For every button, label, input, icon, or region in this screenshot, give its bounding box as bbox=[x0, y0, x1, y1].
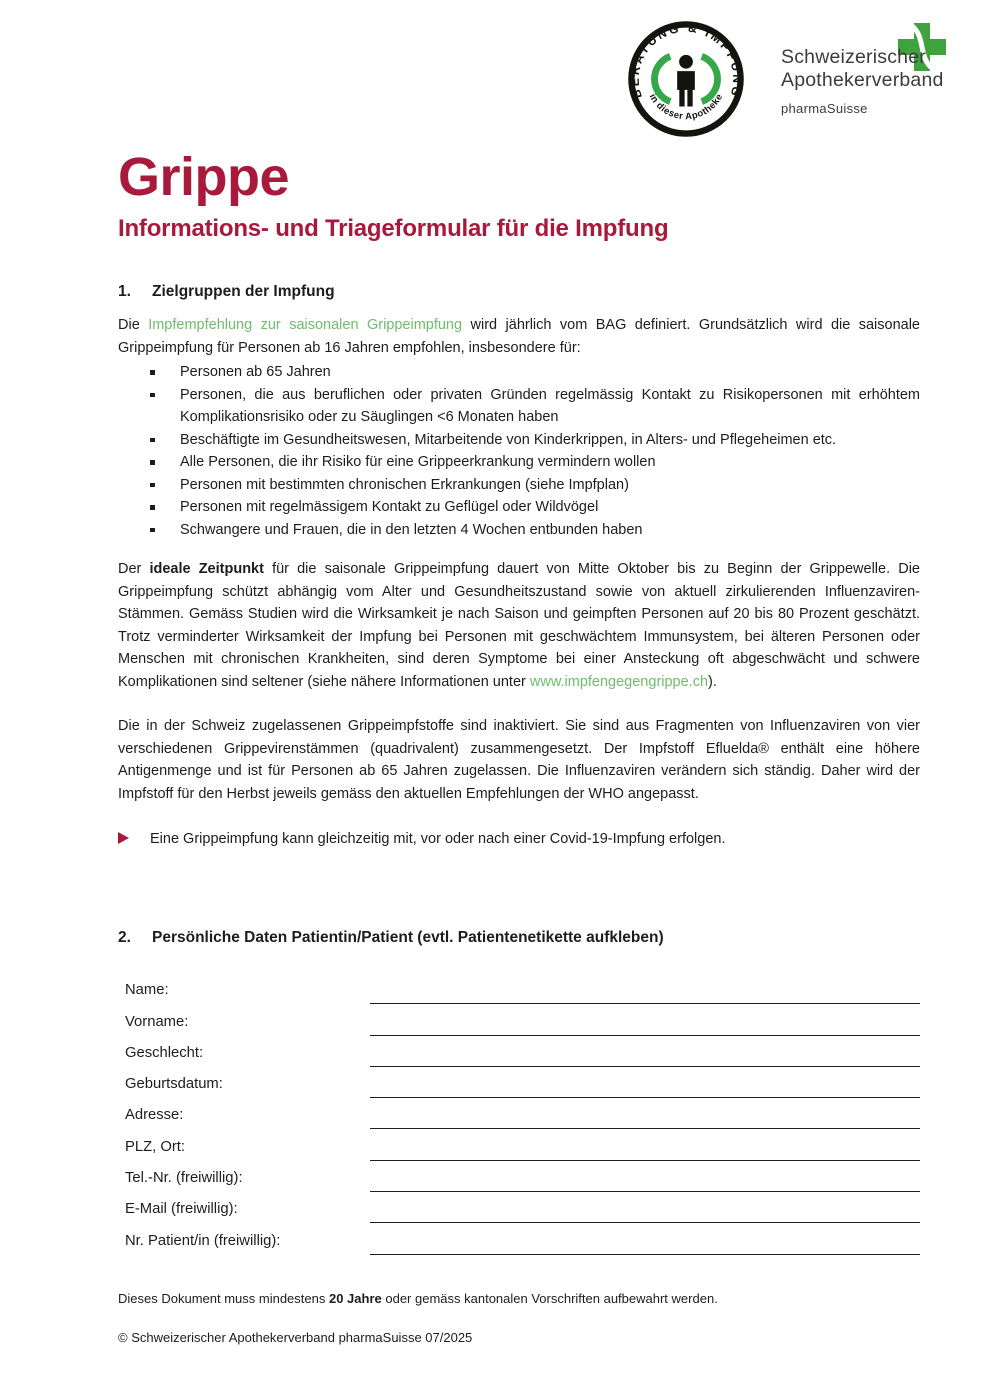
list-item bbox=[118, 361, 920, 384]
list-item-text: Personen mit regelmässigem Kontakt zu Geflügel oder Wildvögel bbox=[180, 499, 599, 515]
patienten-nr-field[interactable] bbox=[370, 1231, 920, 1255]
list-item bbox=[118, 496, 920, 519]
square-bullet-icon bbox=[150, 361, 180, 384]
square-bullet-icon bbox=[150, 429, 180, 452]
retention-note bbox=[118, 1291, 920, 1307]
patienten-nr-label: Nr. Patient/in (freiwillig): bbox=[125, 1232, 281, 1249]
org-logo-text bbox=[781, 46, 944, 116]
square-bullet-icon bbox=[150, 451, 180, 474]
square-bullet-icon bbox=[150, 519, 180, 542]
geburtsdatum-label: Geburtsdatum: bbox=[125, 1076, 223, 1093]
list-item-text: Personen mit bestimmten chronischen Erkrankungen (siehe Impfplan) bbox=[180, 476, 629, 493]
form-row bbox=[118, 1193, 920, 1224]
badge-top-text: BERATUNG & IMPFUNG bbox=[627, 20, 745, 101]
p2-post: ). bbox=[708, 673, 717, 690]
section-patient-data bbox=[118, 928, 920, 1256]
badge-bottom-text: in dieser Apotheke bbox=[646, 91, 726, 123]
covid-note-text: Eine Grippeimpfung kann gleichzeitig mit, vor oder nach einer Covid-19-Impfung erfolgen. bbox=[150, 831, 726, 847]
square-bullet-icon bbox=[150, 384, 180, 429]
org-subname: pharmaSuisse bbox=[781, 101, 868, 116]
list-item bbox=[118, 384, 920, 429]
adresse-field[interactable] bbox=[370, 1105, 920, 1129]
section2-heading bbox=[118, 928, 920, 948]
copyright-line: © Schweizerischer Apothekerverband pharmaSuisse 07/2025 bbox=[118, 1330, 473, 1345]
retention-pre: Dieses Dokument muss mindestens bbox=[118, 1291, 329, 1306]
paragraph-timing bbox=[118, 558, 920, 693]
page-subtitle: Informations- und Triageformular für die Impfung bbox=[118, 215, 669, 243]
section1-heading-text: Zielgruppen der Impfung bbox=[152, 283, 335, 300]
email-label: E-Mail (freiwillig): bbox=[125, 1201, 238, 1218]
p2-bold: ideale Zeitpunkt bbox=[149, 561, 264, 577]
section2-heading-text: Persönliche Daten Patientin/Patient (evtl. Patientenetikette aufkleben) bbox=[152, 929, 664, 946]
vorname-label: Vorname: bbox=[125, 1013, 189, 1030]
geburtsdatum-field[interactable] bbox=[370, 1074, 920, 1098]
form-row bbox=[118, 1130, 920, 1161]
list-item bbox=[118, 474, 920, 497]
retention-post: oder gemäss kantonalen Vorschriften aufbewahrt werden. bbox=[381, 1291, 718, 1306]
name-label: Name: bbox=[125, 982, 169, 999]
plz-ort-field[interactable] bbox=[370, 1137, 920, 1161]
page-footer bbox=[118, 1291, 920, 1346]
form-row bbox=[118, 974, 920, 1005]
paragraph-vaccines: Die in der Schweiz zugelassenen Grippeimpfstoffe sind inaktiviert. Sie sind aus Fragmenten von Influenzaviren von vier verschiedenen Grippevirenstämmen (quadrivalent) zusammengesetzt. Der Impfstoff Efluelda® enthält eine höhere Antigenmenge und ist für Personen ab 65 Jahren zugelassen. Die Influenzaviren verändern sich ständig. Daher wird der Impfstoff für den Herbst jeweils gemäss den aktuellen Empfehlungen der WHO angepasst. bbox=[118, 718, 920, 802]
org-name-line2: Apothekerverband bbox=[781, 69, 944, 91]
p1-pre: Die bbox=[118, 317, 149, 333]
form-row bbox=[118, 1037, 920, 1068]
list-item bbox=[118, 519, 920, 542]
section1-number: 1. bbox=[118, 283, 131, 300]
retention-bold: 20 Jahre bbox=[328, 1291, 382, 1306]
impfempfehlung-link[interactable]: Impfempfehlung zur saisonalen Grippeimpfung bbox=[148, 317, 463, 333]
list-item bbox=[118, 429, 920, 452]
telefon-field[interactable] bbox=[370, 1168, 920, 1192]
section1-heading bbox=[118, 282, 920, 302]
square-bullet-icon bbox=[150, 474, 180, 497]
section2-number: 2. bbox=[118, 929, 131, 946]
adresse-label: Adresse: bbox=[125, 1107, 184, 1124]
list-item-text: Beschäftigte im Gesundheitswesen, Mitarbeitende von Kinderkrippen, in Alters- und Pflegeheimen etc. bbox=[180, 431, 837, 448]
name-field[interactable] bbox=[370, 980, 920, 1004]
target-group-list bbox=[118, 361, 920, 541]
arrow-right-icon bbox=[118, 832, 129, 844]
beratung-impfung-badge-icon bbox=[627, 20, 745, 138]
form-row bbox=[118, 1068, 920, 1099]
covid-note bbox=[118, 828, 920, 851]
p2-mid: für die saisonale Grippeimpfung dauert von Mitte Oktober bis zu Beginn der Grippewelle. Die Grippeimpfung schützt abhängig vom Alter und Gesundheitszustand sowie von aktuell zirkulierenden Influenzaviren-Stämmen. Gemäss Studien wird die Wirksamkeit je nach Saison und geimpften Personen auf 20 bis 80 Prozent geschätzt. Trotz verminderter Wirksamkeit der Impfung bei Personen mit geschwächtem Immunsystem, bei älteren Personen oder Menschen mit chronischen Krankheiten, sind deren Symptome bei einer Ansteckung oft abgeschwächt und schwere Komplikationen sind seltener (siehe nähere Informationen unter bbox=[118, 561, 920, 690]
p2-pre: Der bbox=[118, 561, 150, 577]
patient-form bbox=[118, 974, 920, 1256]
list-item-text: Alle Personen, die ihr Risiko für eine Grippeerkrankung vermindern wollen bbox=[180, 454, 656, 470]
list-item-text: Personen, die aus beruflichen oder privaten Gründen regelmässig Kontakt zu Risikopersonen mit erhöhtem Komplikationsrisiko oder zu Säuglingen <6 Monaten haben bbox=[180, 386, 920, 425]
plz-ort-label: PLZ, Ort: bbox=[125, 1138, 186, 1155]
form-row bbox=[118, 1224, 920, 1255]
geschlecht-field[interactable] bbox=[370, 1043, 920, 1067]
telefon-label: Tel.-Nr. (freiwillig): bbox=[125, 1170, 243, 1187]
form-row bbox=[118, 1099, 920, 1130]
page-title: Grippe bbox=[118, 147, 290, 207]
list-item-text: Personen ab 65 Jahren bbox=[180, 364, 331, 380]
geschlecht-label: Geschlecht: bbox=[125, 1044, 204, 1061]
square-bullet-icon bbox=[150, 496, 180, 519]
email-field[interactable] bbox=[370, 1199, 920, 1223]
form-row bbox=[118, 1162, 920, 1193]
section-zielgruppen bbox=[118, 282, 920, 851]
form-row bbox=[118, 1005, 920, 1036]
vorname-field[interactable] bbox=[370, 1012, 920, 1036]
p1-post: wird jährlich vom BAG definiert. Grundsätzlich wird die saisonale Grippeimpfung für Personen ab 16 Jahren empfohlen, insbesondere für: bbox=[118, 317, 920, 356]
list-item bbox=[118, 451, 920, 474]
org-name-line1: Schweizerischer bbox=[781, 46, 926, 68]
list-item-text: Schwangere und Frauen, die in den letzten 4 Wochen entbunden haben bbox=[180, 521, 643, 538]
impfengegengrippe-link[interactable]: www.impfengegengrippe.ch bbox=[529, 673, 709, 690]
paragraph-recommendation bbox=[118, 314, 920, 359]
